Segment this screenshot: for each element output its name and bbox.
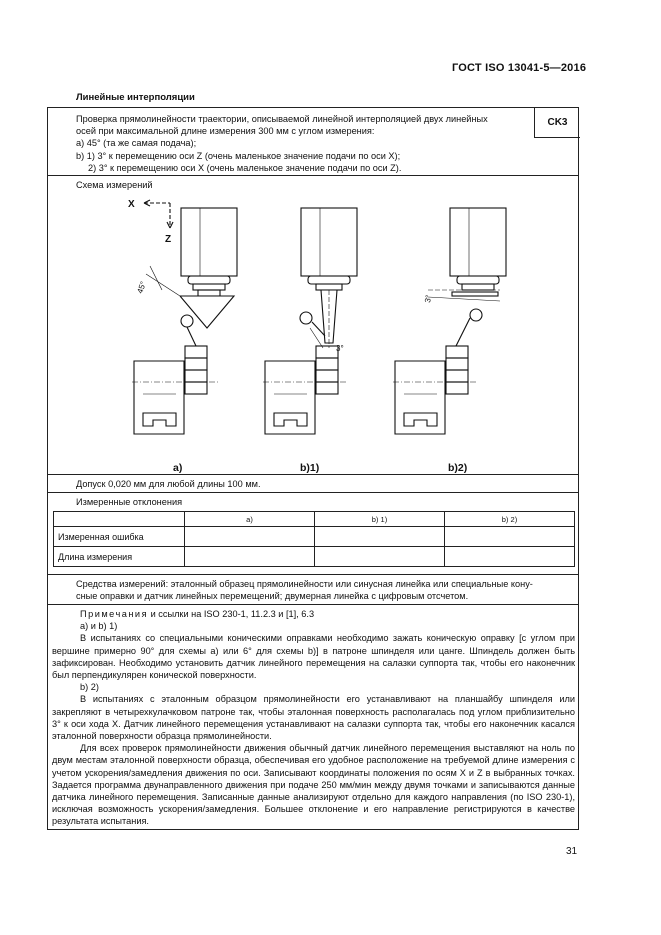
- deviations-title: Измеренные отклонения: [76, 497, 183, 507]
- table-header-row: [54, 512, 575, 527]
- caption-b2: b)2): [448, 462, 468, 474]
- notes: [52, 608, 575, 828]
- table-header: b) 1): [314, 512, 444, 527]
- test-objective: [76, 113, 532, 174]
- row-label: Измеренная ошибка: [54, 527, 185, 547]
- divider: [48, 474, 578, 475]
- axis-indicator: [128, 199, 173, 245]
- notes-paragraph: В испытаниях с эталонным образцом прямолинейности его устанавливают на планшайбу шпинделя или закрепляют в четырехкулачковом патроне так, чтобы эталонная поверхность располагалась под углом приблизительно 3° к оси хода X. Датчик линейного перемещения устанавливают на салазки суппорта так, чтобы его наконечник касался эталонной поверхности образца прямолинейности.: [52, 694, 575, 742]
- angle-3-label: 3°: [336, 344, 344, 353]
- table-cell: [444, 547, 574, 567]
- objective-line: 2) 3° к перемещению оси X (очень маленькое значение подачи по оси Z).: [88, 162, 402, 173]
- caption-a: a): [173, 462, 183, 474]
- objective-line: b) 1) 3° к перемещению оси Z (очень маленькое значение подачи по оси X);: [76, 150, 401, 161]
- notes-paragraph: В испытаниях со специальными коническими оправками необходимо зажать коническую оправку [с углом при вершине примерно 90° для схемы a) или 6° для схемы b)] в патроне шпинделя или цанге. Шпиндель должен быть зафиксирован. Необходимо установить датчик линейного перемещения на салазки суппорта так, чтобы его наконечник был перпендикулярен конической поверхности.: [52, 633, 575, 681]
- table-row: [54, 527, 575, 547]
- divider: [48, 604, 578, 605]
- table-header: [54, 512, 185, 527]
- table-cell: [185, 547, 315, 567]
- axis-z-label: Z: [165, 234, 172, 245]
- tolerance: Допуск 0,020 мм для любой длины 100 мм.: [76, 479, 261, 489]
- objective-line: осей при максимальной длине измерения 300 мм с углом измерения:: [76, 126, 375, 137]
- notes-paragraph: Для всех проверок прямолинейности движения обычный датчик линейного перемещения выставляют на ноль по двум местам эталонной поверхности образца, обеспечивая его удобное расположение на требуемой длине измерения с учетом ускорения/замедления движения по оси. Записывают координаты положения по осям X и Z в выбранных точках. Задается программа двунаправленного движения при подаче 250 мм/мин между двумя точками и записываются данные датчика линейного перемещения. Записанные данные анализируют отдельно для каждого направления (по ISO 230-1), исключая возможность ускорения/замедления. Большее отклонение и его направление регистрируются в качестве результата испытания.: [52, 743, 575, 827]
- setup-a: [132, 208, 237, 474]
- setup-b1: [263, 208, 357, 474]
- notes-heading-label: Примечания: [80, 609, 149, 619]
- notes-subheading: a) и b) 1): [80, 621, 118, 632]
- notes-subheading: b) 2): [80, 682, 99, 693]
- diagram-title: Схема измерений: [76, 180, 153, 190]
- measurement-diagram: [48, 188, 578, 488]
- caption-b1: b)1): [300, 462, 320, 474]
- table-cell: [185, 527, 315, 547]
- instruments-line: сные оправки и датчик линейных перемещений; двумерная линейка с цифровым отсчетом.: [76, 591, 469, 602]
- instruments: [76, 578, 576, 602]
- axis-x-label: X: [128, 199, 135, 210]
- instruments-line: Средства измерений: эталонный образец прямолинейности или синусная линейка или специальные кону-: [76, 579, 533, 589]
- table-cell: [444, 527, 574, 547]
- section-title: Линейные интерполяции: [76, 92, 195, 103]
- table-cell: [314, 547, 444, 567]
- divider: [48, 492, 578, 493]
- test-code: CK3: [534, 108, 580, 138]
- setup-b2: [393, 208, 506, 474]
- table-cell: [314, 527, 444, 547]
- divider: [48, 175, 578, 176]
- standard-code: ГОСТ ISO 13041-5—2016: [452, 62, 587, 74]
- divider: [48, 574, 578, 575]
- table-header: b) 2): [444, 512, 574, 527]
- page-number: 31: [566, 846, 578, 857]
- notes-heading-refs: и ссылки на ISO 230-1, 11.2.3 и [1], 6.3: [148, 609, 315, 619]
- objective-line: a) 45° (та же самая подача);: [76, 138, 197, 149]
- angle-3-label: 3°: [423, 294, 434, 304]
- table-row: [54, 547, 575, 567]
- objective-line: Проверка прямолинейности траектории, описываемой линейной интерполяцией двух линейных: [76, 114, 488, 124]
- notes-heading: [52, 608, 575, 620]
- angle-45-label: 45°: [135, 280, 149, 295]
- deviations-table: [53, 511, 575, 567]
- row-label: Длина измерения: [54, 547, 185, 567]
- test-frame: [47, 107, 579, 830]
- table-header: a): [185, 512, 315, 527]
